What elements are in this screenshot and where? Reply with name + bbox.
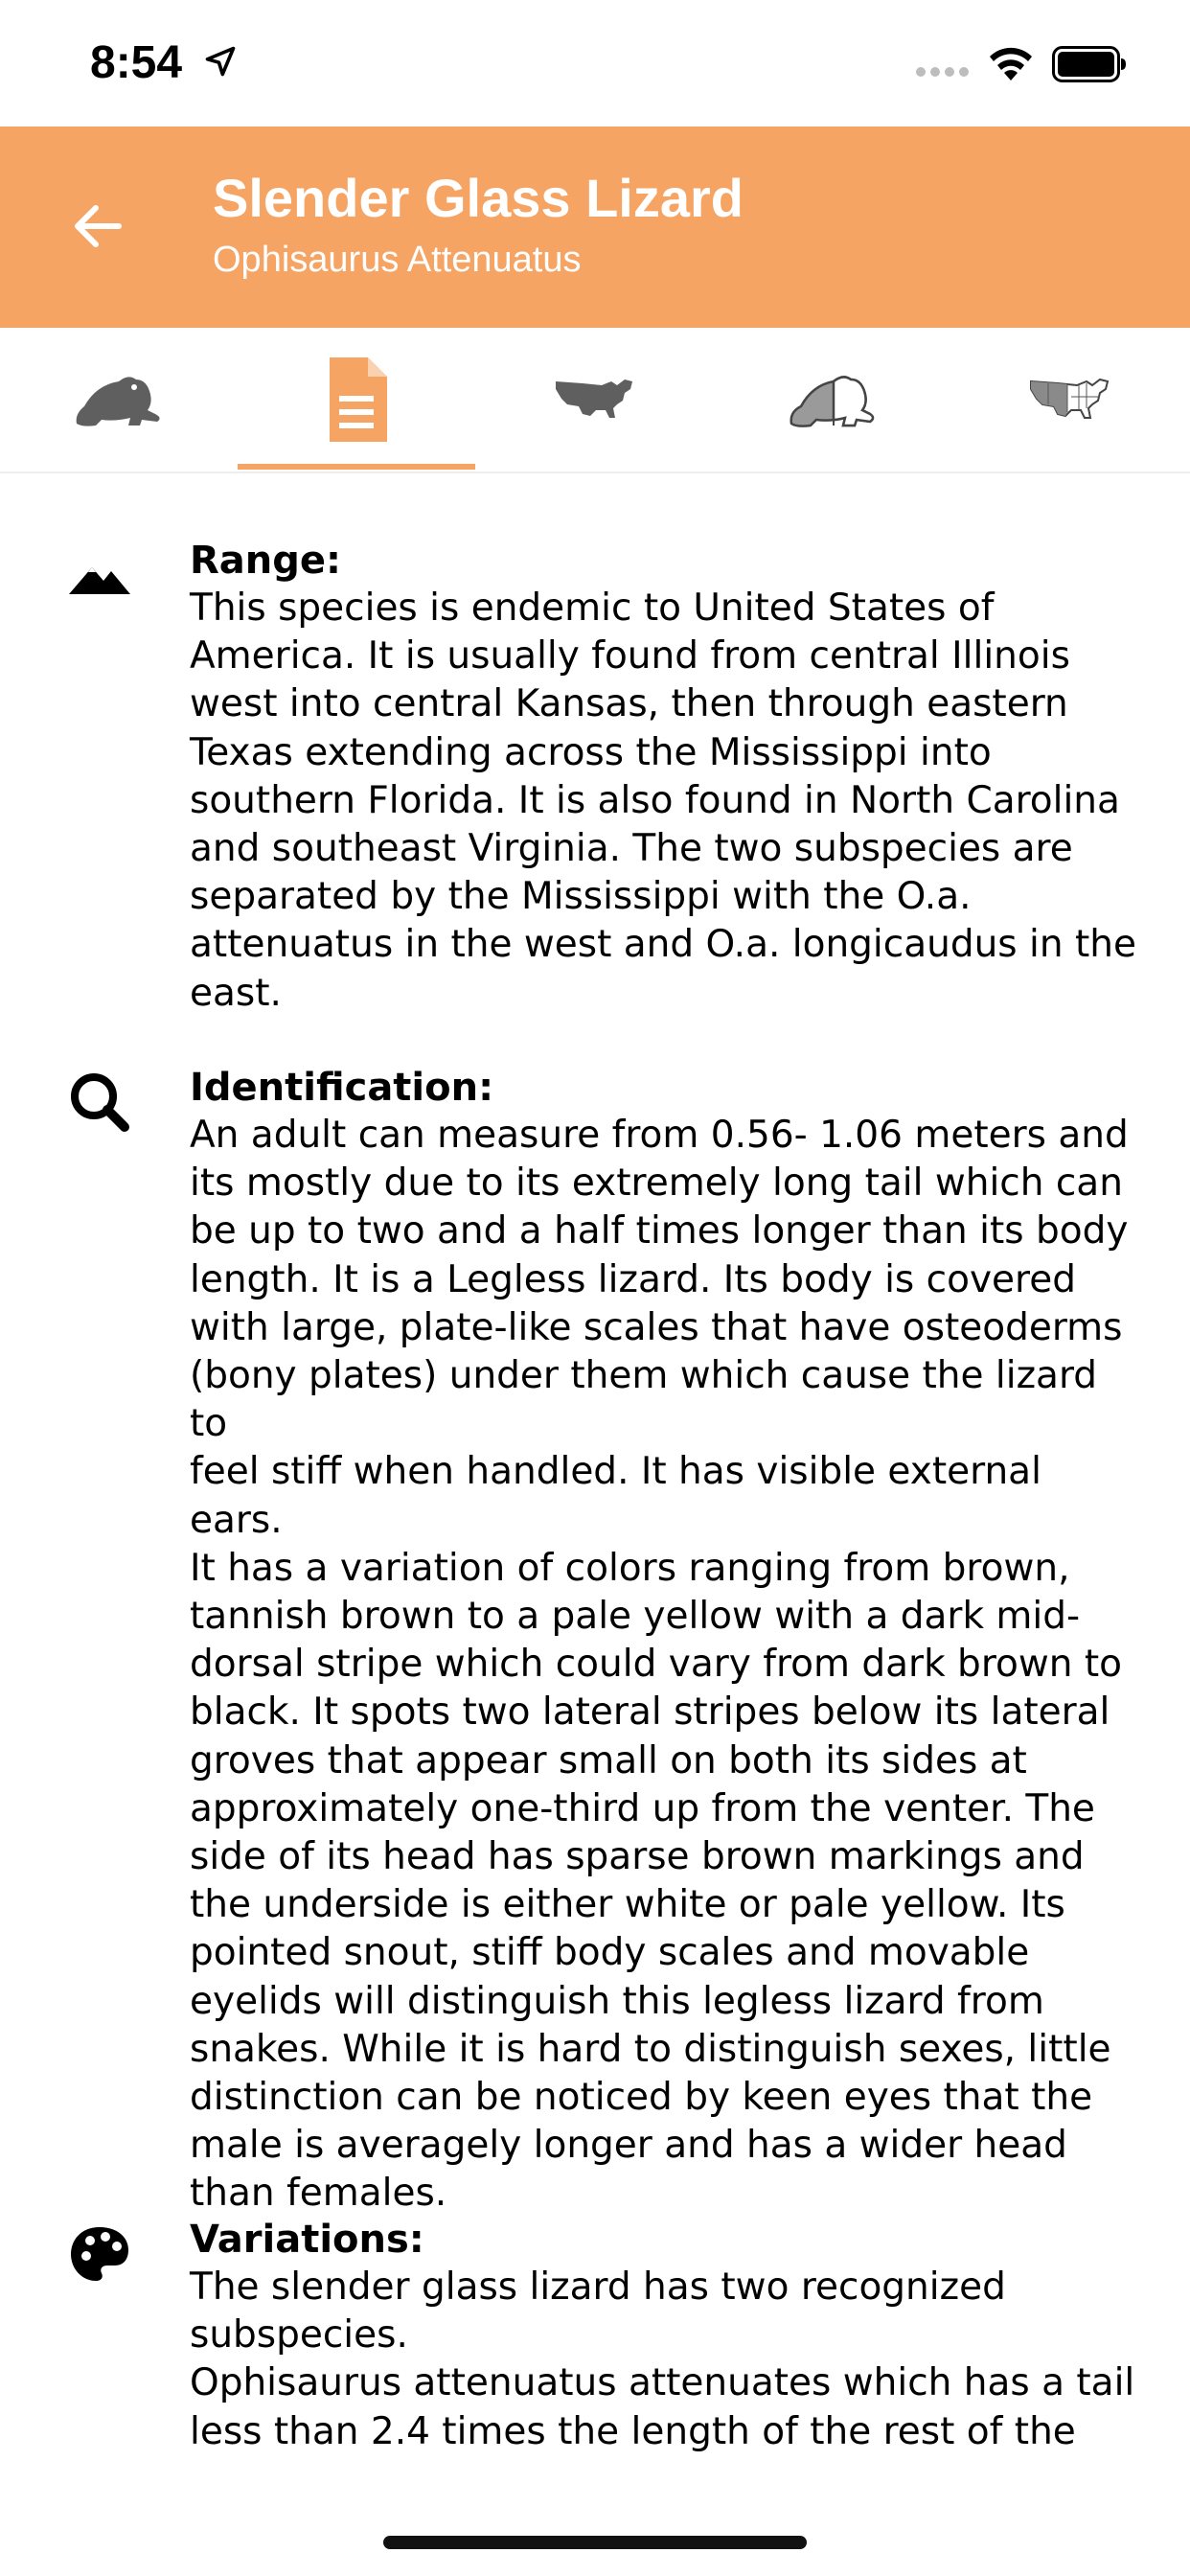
section-title: Identification:	[190, 1066, 494, 1110]
tab-range-map[interactable]	[475, 328, 713, 472]
section-title: Range:	[190, 539, 342, 583]
tab-bar	[0, 328, 1190, 473]
home-indicator[interactable]	[383, 2536, 807, 2549]
tab-distribution[interactable]	[950, 328, 1188, 472]
wifi-icon	[987, 44, 1035, 82]
tab-species-photo[interactable]	[0, 328, 238, 472]
palette-icon	[65, 2220, 134, 2288]
section-body	[190, 1064, 1138, 2219]
section-text: The slender glass lizard has two recognized subspecies. Ophisaurus attenuatus attenuates which has a tail less than 2.4 times the length of the rest of the	[190, 2266, 1135, 2453]
page-subtitle: Ophisaurus Attenuatus	[213, 240, 582, 280]
section-text: This species is endemic to United States of America. It is usually found from central Illinois west into central Kansas, then through eastern Texas extending across the Mississippi into southern Florida. It is also found in North Carolina and southeast Virginia. The two subspecies are separated by the Mississippi with the O.a. attenuatus in the west and O.a. longicaudus in the east.	[190, 586, 1136, 1015]
mountain-icon	[65, 546, 134, 615]
usa-map-outline-icon	[1029, 376, 1110, 424]
app-header	[0, 126, 1190, 328]
tab-description[interactable]	[238, 328, 475, 472]
section-text: An adult can measure from 0.56- 1.06 meters and its mostly due to its extremely long tail which can be up to two and a half times longer than its body length. It is a Legless lizard. Its body is covered with large, plate-like scales that have osteoderms (bony plates) under them which cause the lizard to feel stiff when handled. It has visible external ears. It has a variation of colors ranging from brown, tannish brown to a pale yellow with a dark mid- dorsal stripe which could vary from dark brown to black. It spots two lateral stripes below its lateral groves that appear small on both its sides at approximately one-third up from the venter. The side of its head has sparse brown markings and the underside is either white or pale yellow. Its pointed snout, stiff body scales and movable eyelids will distinguish this legless lizard from snakes. While it is hard to distinguish sexes, little distinction can be noticed by keen eyes that the male is averagely longer and has a wider head than females.	[190, 1114, 1129, 2216]
status-time: 8:54	[90, 37, 183, 88]
location-arrow-icon	[203, 44, 238, 79]
search-icon	[65, 1068, 134, 1137]
page-title: Slender Glass Lizard	[213, 168, 744, 228]
usa-map-icon	[554, 376, 634, 424]
section-body	[190, 537, 1138, 1018]
frog-outline-icon	[786, 368, 878, 431]
status-bar	[0, 0, 1190, 126]
active-tab-indicator	[238, 464, 475, 470]
battery-icon	[1052, 46, 1127, 82]
cellular-signal-icon	[916, 65, 972, 79]
tab-anatomy[interactable]	[713, 328, 950, 472]
section-title: Variations:	[190, 2218, 424, 2262]
frog-silhouette-icon	[73, 370, 165, 429]
back-arrow-icon[interactable]	[69, 197, 126, 255]
document-icon	[326, 357, 387, 442]
section-body	[190, 2216, 1138, 2456]
